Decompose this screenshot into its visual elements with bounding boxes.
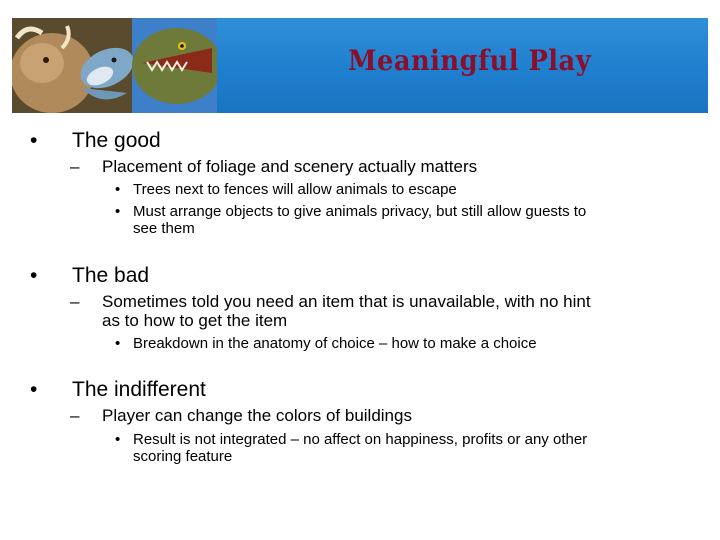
section-heading-text: The bad — [72, 264, 150, 287]
section-heading-text: The good — [72, 129, 161, 152]
bullet-mark: • — [115, 181, 121, 198]
subpoint-text: Player can change the colors of buildings — [102, 406, 412, 425]
bullet-mark: • — [30, 264, 38, 287]
subpoint-text: Placement of foliage and scenery actually matters — [102, 157, 478, 176]
bullet-mark: • — [30, 378, 38, 401]
detail-text-continued: scoring feature — [133, 448, 233, 465]
bullet-mark: • — [115, 431, 121, 448]
subpoint-bad-1-cont — [102, 311, 287, 331]
detail-text: Breakdown in the anatomy of choice – how to make a choice — [133, 335, 537, 352]
section-heading-text: The indifferent — [72, 378, 206, 401]
dash-mark: – — [70, 406, 80, 425]
detail-text-continued: see them — [133, 220, 195, 237]
dash-mark: – — [70, 292, 80, 311]
subpoint-text-continued: as to how to get the item — [102, 311, 288, 330]
bullet-mark: • — [115, 203, 121, 220]
subpoint-text: Sometimes told you need an item that is unavailable, with no hint — [102, 292, 591, 311]
detail-good-2-cont — [133, 220, 195, 237]
slide-title: Meaningful Play — [348, 44, 592, 77]
bullet-mark: • — [30, 129, 38, 152]
detail-text: Trees next to fences will allow animals to escape — [133, 181, 457, 198]
dash-mark: – — [70, 157, 80, 176]
detail-text: Result is not integrated – no affect on happiness, profits or any other — [133, 431, 588, 448]
bullet-mark: • — [115, 335, 121, 352]
detail-indifferent-1-cont — [133, 448, 232, 465]
detail-text: Must arrange objects to give animals privacy, but still allow guests to — [133, 203, 587, 220]
